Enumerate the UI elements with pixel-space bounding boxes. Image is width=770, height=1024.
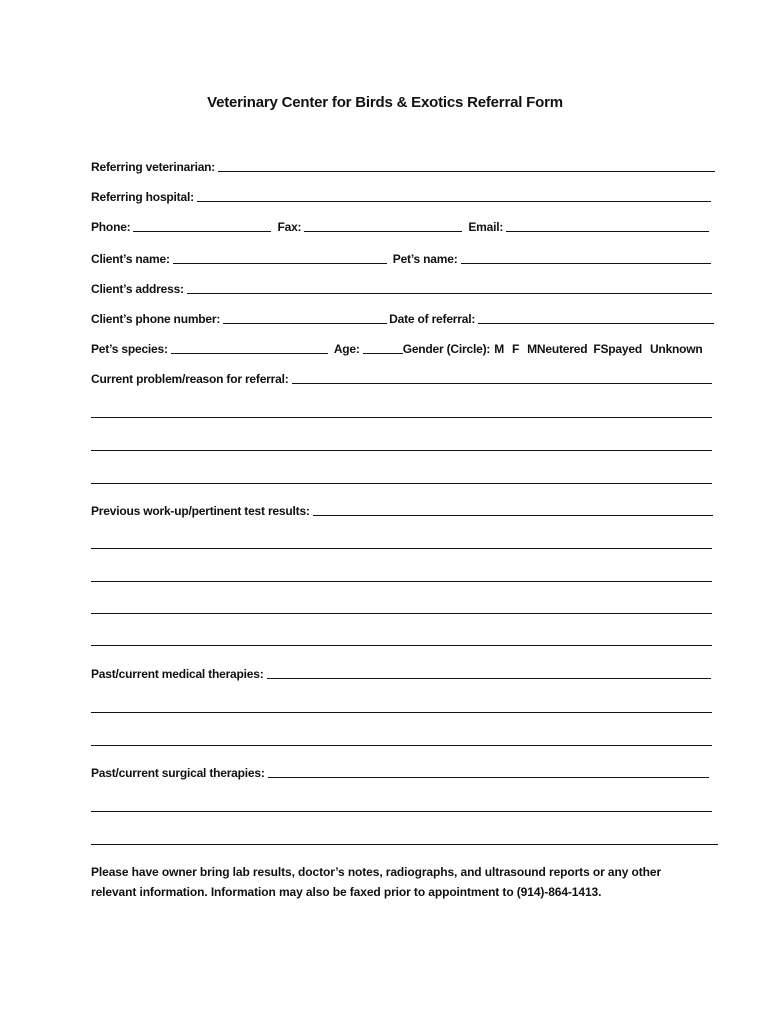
names-row xyxy=(91,248,711,266)
current-problem-line xyxy=(91,468,712,486)
email-label: Email: xyxy=(468,220,504,234)
phone-label: Phone: xyxy=(91,220,131,234)
fax-label: Fax: xyxy=(277,220,302,234)
previous-workup-row xyxy=(91,500,713,518)
phone-field[interactable] xyxy=(133,231,271,232)
medical-therapies-field[interactable] xyxy=(267,678,711,679)
current-problem-label: Current problem/reason for referral: xyxy=(91,372,289,386)
gender-option-f[interactable]: F xyxy=(511,342,520,356)
age-label: Age: xyxy=(333,342,360,356)
date-of-referral-label: Date of referral: xyxy=(389,312,476,326)
client-address-label: Client’s address: xyxy=(91,282,184,296)
client-address-field[interactable] xyxy=(187,293,712,294)
date-of-referral-field[interactable] xyxy=(478,323,714,324)
fax-field[interactable] xyxy=(304,231,462,232)
surgical-therapies-row xyxy=(91,762,709,780)
current-problem-line xyxy=(91,402,712,420)
previous-workup-line xyxy=(91,598,712,616)
previous-workup-line-4[interactable] xyxy=(91,645,712,646)
client-name-label: Client’s name: xyxy=(91,252,170,266)
pet-species-field[interactable] xyxy=(171,353,328,354)
gender-option-mneutered[interactable]: MNeutered xyxy=(527,342,588,356)
previous-workup-line-2[interactable] xyxy=(91,581,712,582)
email-field[interactable] xyxy=(506,231,709,232)
referring-hospital-field[interactable] xyxy=(197,201,711,202)
current-problem-line-3[interactable] xyxy=(91,483,712,484)
referring-hospital-label: Referring hospital: xyxy=(91,190,194,204)
medical-therapies-line-1[interactable] xyxy=(91,712,712,713)
medical-therapies-line xyxy=(91,697,712,715)
pet-name-label: Pet’s name: xyxy=(392,252,458,266)
client-phone-field[interactable] xyxy=(223,323,387,324)
gender-option-m[interactable]: M xyxy=(494,342,504,356)
gender-option-unknown[interactable]: Unknown xyxy=(649,342,703,356)
previous-workup-field[interactable] xyxy=(313,515,713,516)
medical-therapies-line-2[interactable] xyxy=(91,745,712,746)
referring-veterinarian-label: Referring veterinarian: xyxy=(91,160,216,174)
surgical-therapies-field[interactable] xyxy=(268,777,709,778)
pet-name-field[interactable] xyxy=(461,263,712,264)
gender-label: Gender (Circle): xyxy=(402,342,491,356)
referring-veterinarian-field[interactable] xyxy=(218,171,715,172)
current-problem-field[interactable] xyxy=(292,383,712,384)
contact-row xyxy=(91,216,709,234)
gender-option-fspayed[interactable]: FSpayed xyxy=(593,342,642,356)
surgical-therapies-line-1[interactable] xyxy=(91,811,712,812)
age-field[interactable] xyxy=(363,353,403,354)
current-problem-row xyxy=(91,368,712,386)
referring-hospital-row xyxy=(91,186,711,204)
previous-workup-line xyxy=(91,566,712,584)
surgical-therapies-line xyxy=(91,796,712,814)
form-title: Veterinary Center for Birds & Exotics Referral Form xyxy=(207,94,563,111)
previous-workup-label: Previous work-up/pertinent test results: xyxy=(91,504,310,518)
current-problem-line-1[interactable] xyxy=(91,417,712,418)
client-phone-label: Client’s phone number: xyxy=(91,312,221,326)
client-phone-row xyxy=(91,308,714,326)
previous-workup-line xyxy=(91,630,712,648)
footer-note: Please have owner bring lab results, doctor’s notes, radiographs, and ultrasound reports or any other relevant information. Information may also be faxed prior to appointment to (914)-864-1413. xyxy=(91,865,662,899)
medical-therapies-line xyxy=(91,730,712,748)
previous-workup-line-3[interactable] xyxy=(91,613,712,614)
surgical-therapies-label: Past/current surgical therapies: xyxy=(91,766,265,780)
client-name-field[interactable] xyxy=(173,263,387,264)
medical-therapies-row xyxy=(91,663,711,681)
medical-therapies-label: Past/current medical therapies: xyxy=(91,667,264,681)
client-address-row xyxy=(91,278,712,296)
current-problem-line xyxy=(91,435,712,453)
previous-workup-line-1[interactable] xyxy=(91,548,712,549)
referring-veterinarian-row xyxy=(91,156,715,174)
surgical-therapies-line-2[interactable] xyxy=(91,844,718,845)
previous-workup-line xyxy=(91,533,712,551)
current-problem-line-2[interactable] xyxy=(91,450,712,451)
species-row xyxy=(91,338,721,356)
pet-species-label: Pet’s species: xyxy=(91,342,168,356)
surgical-therapies-line xyxy=(91,829,718,847)
